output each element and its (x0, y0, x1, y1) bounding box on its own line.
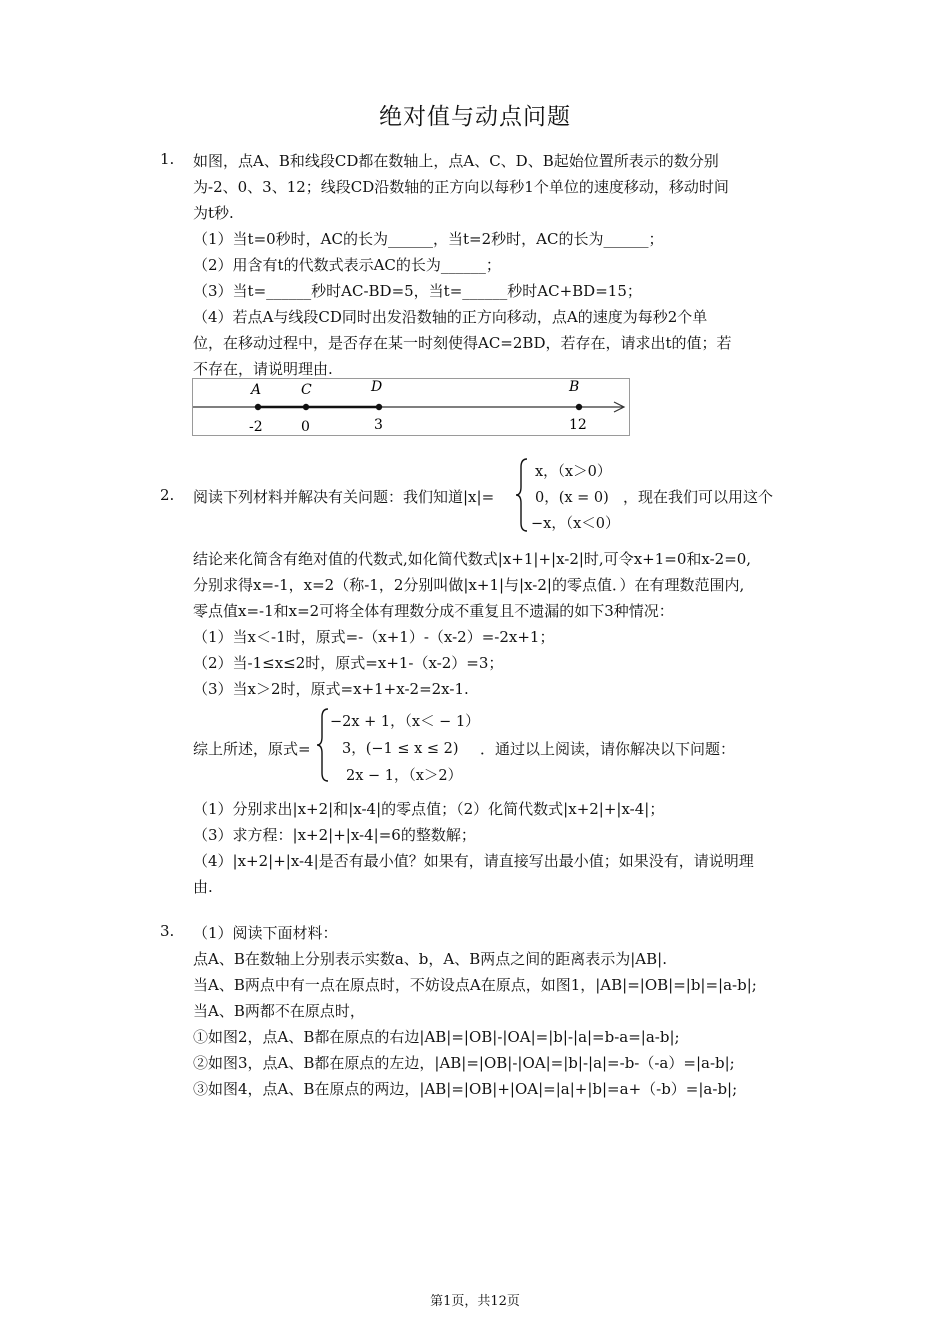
point-b-label: B (569, 379, 580, 395)
q1-line-3: 为t秒. (193, 204, 234, 222)
number-line-svg (193, 379, 629, 435)
q3-line-7: ③如图4，点A、B在原点的两边，|AB|=|OB|+|OA|=|a|+|b|=a+（-b）=|a-b|; (193, 1080, 738, 1098)
q1-number: 1. (160, 150, 175, 168)
q2-intro: 阅读下列材料并解决有关问题：我们知道|x|= (193, 488, 495, 506)
number-line-figure (192, 378, 630, 436)
q2-intro-after: ，现在我们可以用这个 (623, 488, 774, 506)
summary-case-1: −2x + 1，（x＜ − 1） (330, 714, 480, 730)
summary-brace-icon (316, 707, 330, 783)
q3-line-6: ②如图3，点A、B都在原点的左边，|AB|=|OB|-|OA|=|b|-|a|=-b-（-a）=|a-b|; (193, 1054, 735, 1072)
q1-part-4-line-1: （4）若点A与线段CD同时出发沿数轴的正方向移动，点A的速度为每秒2个单 (193, 308, 708, 326)
point-a-value: -2 (249, 419, 263, 435)
abs-brace-icon (515, 457, 529, 533)
summary-case-2: 3，(−1 ≤ x ≤ 2) (342, 741, 459, 757)
abs-case-2: 0，(x = 0) (535, 490, 609, 506)
q1-line-1: 如图，点A、B和线段CD都在数轴上，点A、C、D、B起始位置所表示的数分别 (193, 152, 719, 170)
q1-part-4-line-3: 不存在，请说明理由. (193, 360, 333, 378)
q2-case-line-1: （1）当x＜-1时，原式=-（x+1）-（x-2）=-2x+1； (193, 628, 555, 646)
point-a-dot (255, 404, 261, 410)
point-d-dot (376, 404, 382, 410)
q2-part-4-line-2: 由. (193, 878, 213, 896)
q2-line-2: 分别求得x=-1，x=2（称-1，2分别叫做|x+1|与|x-2|的零点值．）在有理数范围内, (193, 576, 745, 594)
q3-line-4: 当A、B两都不在原点时， (193, 1002, 365, 1020)
page-title: 绝对值与动点问题 (379, 104, 571, 130)
q2-number: 2. (160, 486, 175, 504)
q2-line-3: 零点值x=-1和x=2可将全体有理数分成不重复且不遗漏的如下3种情况： (193, 602, 674, 620)
q2-part-3: （3）求方程：|x+2|+|x-4|=6的整数解； (193, 826, 476, 844)
q1-part-3: （3）当t=______秒时AC-BD=5，当t=______秒时AC+BD=15； (193, 282, 642, 300)
q3-line-3: 当A、B两点中有一点在原点时，不妨设点A在原点，如图1，|AB|=|OB|=|b|=|a-b|; (193, 976, 757, 994)
point-c-dot (303, 404, 309, 410)
q2-summary-prefix: 综上所述，原式= (193, 740, 311, 758)
q1-part-1: （1）当t=0秒时，AC的长为______，当t=2秒时，AC的长为______； (193, 230, 664, 248)
q3-number: 3. (160, 922, 175, 940)
q2-summary-after: ．通过以上阅读，请你解决以下问题： (480, 740, 736, 758)
point-d-value: 3 (374, 417, 383, 433)
q2-case-line-3: （3）当x＞2时，原式=x+1+x-2=2x-1. (193, 680, 469, 698)
q3-line-2: 点A、B在数轴上分别表示实数a、b，A、B两点之间的距离表示为|AB|. (193, 950, 667, 968)
q2-case-line-2: （2）当-1≤x≤2时，原式=x+1-（x-2）=3； (193, 654, 504, 672)
q2-part-1-2: （1）分别求出|x+2|和|x-4|的零点值；（2）化简代数式|x+2|+|x-4|； (193, 800, 665, 818)
point-b-dot (576, 404, 582, 410)
summary-case-3: 2x − 1，（x＞2） (346, 768, 463, 784)
point-a-label: A (251, 382, 262, 398)
point-b-value: 12 (569, 417, 587, 433)
q2-part-4-line-1: （4）|x+2|+|x-4|是否有最小值？如果有，请直接写出最小值；如果没有，请说明理 (193, 852, 754, 870)
page-footer: 第1页，共12页 (430, 1294, 520, 1309)
abs-case-3: −x，（x＜0） (531, 516, 620, 532)
point-d-label: D (371, 379, 383, 395)
q1-part-2: （2）用含有t的代数式表示AC的长为______； (193, 256, 501, 274)
q3-line-1: （1）阅读下面材料： (193, 924, 338, 942)
q1-line-2: 为-2、0、3、12；线段CD沿数轴的正方向以每秒1个单位的速度移动，移动时间 (193, 178, 729, 196)
point-c-value: 0 (301, 419, 310, 435)
q1-part-4-line-2: 位，在移动过程中，是否存在某一时刻使得AC=2BD，若存在，请求出t的值；若 (193, 334, 732, 352)
q3-line-5: ①如图2，点A、B都在原点的右边|AB|=|OB|-|OA|=|b|-|a|=b-a=|a-b|; (193, 1028, 680, 1046)
q2-line-1: 结论来化简含有绝对值的代数式,如化简代数式|x+1|+|x-2|时,可令x+1=0和x-2=0, (193, 550, 752, 568)
point-c-label: C (301, 382, 312, 398)
abs-case-1: x，（x＞0） (535, 464, 612, 480)
